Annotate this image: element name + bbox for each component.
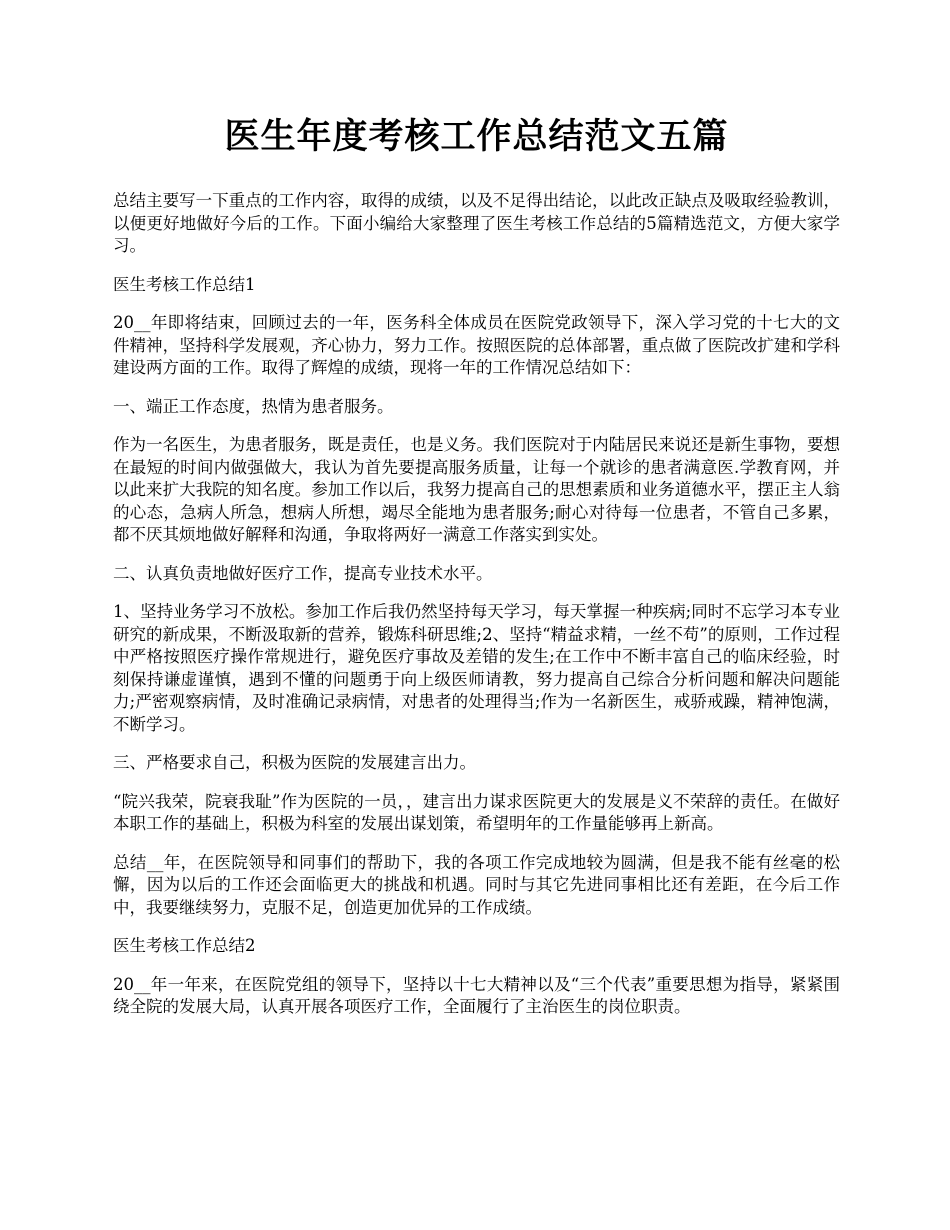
body-paragraph: “院兴我荣，院衰我耻”作为医院的一员，，建言出力谋求医院更大的发展是义不荣辞的责任。在做好本职工作的基础上，积极为科室的发展出谋划策，希望明年的工作量能够再上新高。 xyxy=(113,791,840,833)
subheading-medical-work: 二、认真负责地做好医疗工作，提高专业技术水平。 xyxy=(113,563,493,583)
body-paragraph: 20__年一年来，在医院党组的领导下，坚持以十七大精神以及“三个代表”重要思想为指导，紧紧围绕全院的发展大局，认真开展各项医疗工作，全面履行了主治医生的岗位职责。 xyxy=(113,974,840,1016)
subheading-hospital-development: 三、严格要求自己，积极为医院的发展建言出力。 xyxy=(113,753,476,772)
body-paragraph: 20__年即将结束，回顾过去的一年，医务科全体成员在医院党政领导下，深入学习党的十七大的文件精神，坚持科学发展观，齐心协力，努力工作。按照医院的总体部署，重点做了医院改扩建和学科建设两方面的工作。取得了辉煌的成绩，现将一年的工作情况总结如下： xyxy=(113,313,840,377)
subheading-attitude: 一、端正工作态度，热情为患者服务。 xyxy=(113,396,394,416)
section-heading-summary-2: 医生考核工作总结2 xyxy=(113,936,256,955)
body-paragraph: 总结__年，在医院领导和同事们的帮助下，我的各项工作完成地较为圆满，但是我不能有丝毫的松懈，因为以后的工作还会面临更大的挑战和机遇。同时与其它先进同事相比还有差距，在今后工作中，我要继续努力，克服不足，创造更加优异的工作成绩。 xyxy=(113,852,840,917)
document-page xyxy=(113,110,840,1035)
section-heading-summary-1: 医生考核工作总结1 xyxy=(113,274,256,294)
document-title: 医生年度考核工作总结范文五篇 xyxy=(224,116,729,157)
body-paragraph: 作为一名医生，为患者服务，既是责任，也是义务。我们医院对于内陆居民来说还是新生事物，要想在最短的时间内做强做大，我认为首先要提高服务质量，让每一个就诊的患者满意医.学教育网，并以此来扩大我院的知名度。参加工作以后，我努力提高自己的思想素质和业务道德水平，摆正主人翁的心态，急病人所急，想病人所想，竭尽全能地为患者服务;耐心对待每一位患者，不管自己多累，都不厌其烦地做好解释和沟通，争取将两好一满意工作落实到实处。 xyxy=(113,435,840,544)
intro-paragraph: 总结主要写一下重点的工作内容，取得的成绩，以及不足得出结论，以此改正缺点及吸取经验教训，以便更好地做好今后的工作。下面小编给大家整理了医生考核工作总结的5篇精选范文，方便大家学习。 xyxy=(113,191,840,255)
body-paragraph: 1、坚持业务学习不放松。参加工作后我仍然坚持每天学习，每天掌握一种疾病;同时不忘学习本专业研究的新成果，不断汲取新的营养，锻炼科研思维;2、坚持“精益求精，一丝不苟”的原则，工作过程中严格按照医疗操作常规进行，避免医疗事故及差错的发生;在工作中不断丰富自己的临床经验，时刻保持谦虚谨慎，遇到不懂的问题勇于向上级医师请教，努力提高自己综合分析问题和解决问题能力;严密观察病情，及时准确记录病情，对患者的处理得当;作为一名新医生，戒骄戒躁，精神饱满，不断学习。 xyxy=(113,602,840,734)
